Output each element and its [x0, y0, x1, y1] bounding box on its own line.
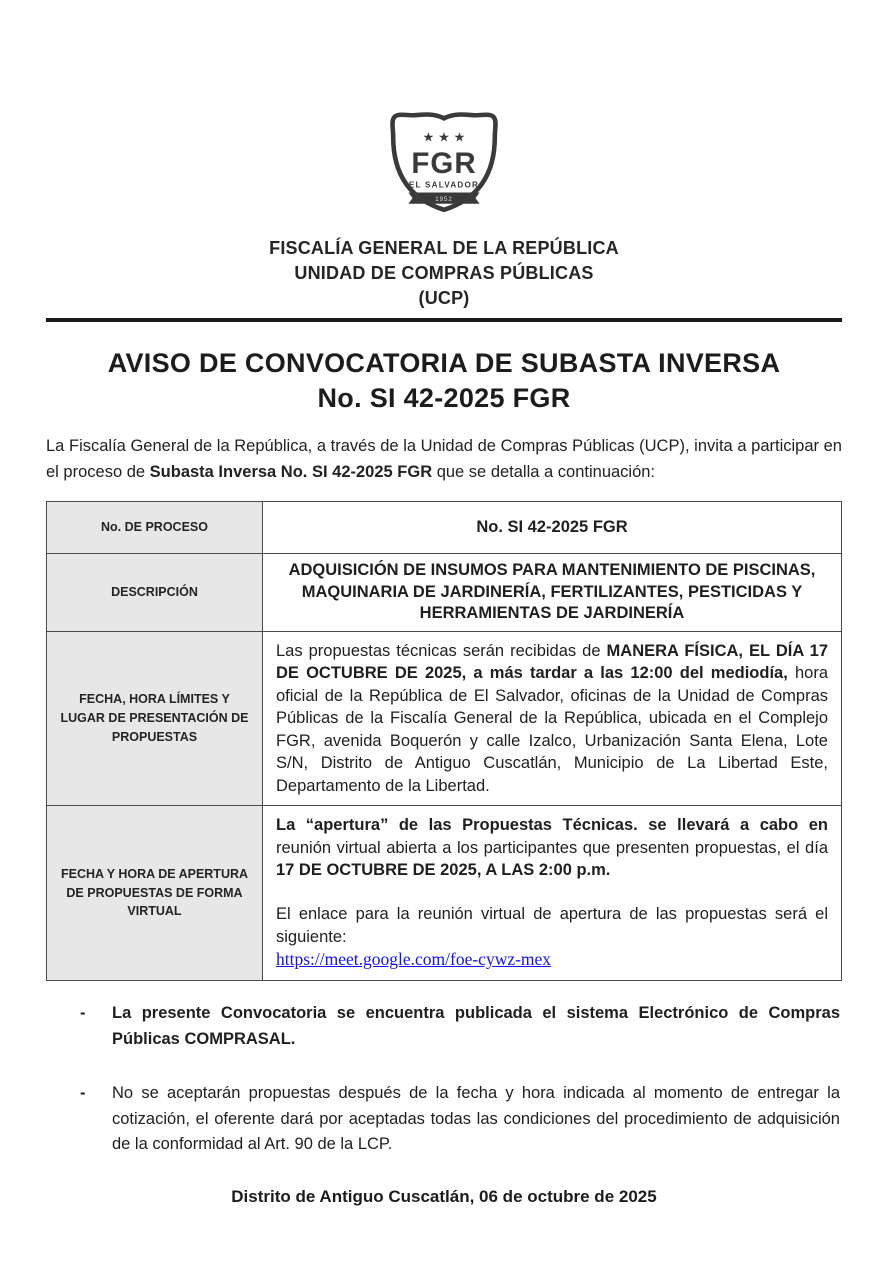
org-header [46, 236, 842, 311]
logo-country: EL SALVADOR [408, 180, 480, 190]
notes-section [46, 1001, 842, 1158]
footer-dateline: Distrito de Antiguo Cuscatlán, 06 de octubre de 2025 [231, 1186, 657, 1206]
process-details-table [46, 501, 842, 981]
header-divider [46, 318, 842, 322]
org-name: FISCALÍA GENERAL DE LA REPÚBLICA [269, 238, 619, 258]
note-comprasal [46, 1001, 842, 1052]
table-row-apertura [47, 806, 842, 981]
meet-link[interactable]: https://meet.google.com/foe-cywz-mex [276, 949, 552, 970]
row-value-presentacion: Las propuestas técnicas serán recibidas de MANERA FÍSICA, EL DÍA 17 DE OCTUBRE DE 2025, a más tardar a las 12:00 del mediodía, hora oficial de la República de El Salvador, oficinas de la Unidad de Compras Públicas de la Fiscalía General de la República, ubicada en el Complejo FGR, avenida Boquerón y calle Izalco, Urbanización Santa Elena, Lote S/N, Distrito de Antiguo Cuscatlán, Municipio de La Libertad Este, Departamento de la Libertad. [263, 632, 842, 806]
fgr-logo [46, 108, 842, 214]
dash-bullet-icon: - [80, 1084, 86, 1103]
row-label-proceso: No. DE PROCESO [47, 502, 263, 553]
logo-stars: ★ ★ ★ [422, 129, 466, 145]
table-row-descripcion [47, 553, 842, 631]
row-label-descripcion: DESCRIPCIÓN [47, 553, 263, 631]
title-line-2: No. SI 42-2025 FGR [317, 382, 571, 413]
dash-bullet-icon: - [80, 1004, 86, 1023]
document-title [46, 346, 842, 416]
enlace-paragraph: El enlace para la reunión virtual de apertura de las propuestas será el siguiente: [276, 905, 828, 946]
logo-acronym: FGR [411, 147, 477, 181]
logo-year: 1952 [435, 196, 453, 204]
row-value-proceso: No. SI 42-2025 FGR [263, 502, 842, 553]
row-value-apertura [263, 806, 842, 981]
note-no-aceptaran [46, 1081, 842, 1158]
title-line-1: AVISO DE CONVOCATORIA DE SUBASTA INVERSA [107, 347, 781, 378]
fgr-shield-icon [383, 108, 505, 214]
note-comprasal-text: La presente Convocatoria se encuentra publicada el sistema Electrónico de Compras Públicas COMPRASAL. [112, 1004, 840, 1048]
org-unit: UNIDAD DE COMPRAS PÚBLICAS [294, 263, 594, 283]
table-row-proceso [47, 502, 842, 553]
row-value-descripcion: ADQUISICIÓN DE INSUMOS PARA MANTENIMIENTO DE PISCINAS, MAQUINARIA DE JARDINERÍA, FERTILIZANTES, PESTICIDAS Y HERRAMIENTAS DE JARDINERÍA [263, 553, 842, 631]
note-no-aceptaran-text: No se aceptarán propuestas después de la fecha y hora indicada al momento de entregar la cotización, el oferente dará por aceptadas todas las condiciones del procedimiento de adquisición de la conformidad al Art. 90 de la LCP. [112, 1084, 840, 1154]
intro-paragraph: La Fiscalía General de la República, a través de la Unidad de Compras Públicas (UCP), invita a participar en el proceso de Subasta Inversa No. SI 42-2025 FGR que se detalla a continuación: [46, 436, 842, 481]
org-unit-abbr: (UCP) [418, 288, 470, 308]
row-label-presentacion: FECHA, HORA LÍMITES Y LUGAR DE PRESENTACIÓN DE PROPUESTAS [47, 632, 263, 806]
apertura-paragraph: La “apertura” de las Propuestas Técnicas. se llevará a cabo en reunión virtual abierta a los participantes que presenten propuestas, el día 17 DE OCTUBRE DE 2025, A LAS 2:00 p.m. [276, 816, 828, 879]
paragraph-gap [276, 881, 828, 903]
table-row-presentacion [47, 632, 842, 806]
row-label-apertura: FECHA Y HORA DE APERTURA DE PROPUESTAS DE FORMA VIRTUAL [47, 806, 263, 981]
